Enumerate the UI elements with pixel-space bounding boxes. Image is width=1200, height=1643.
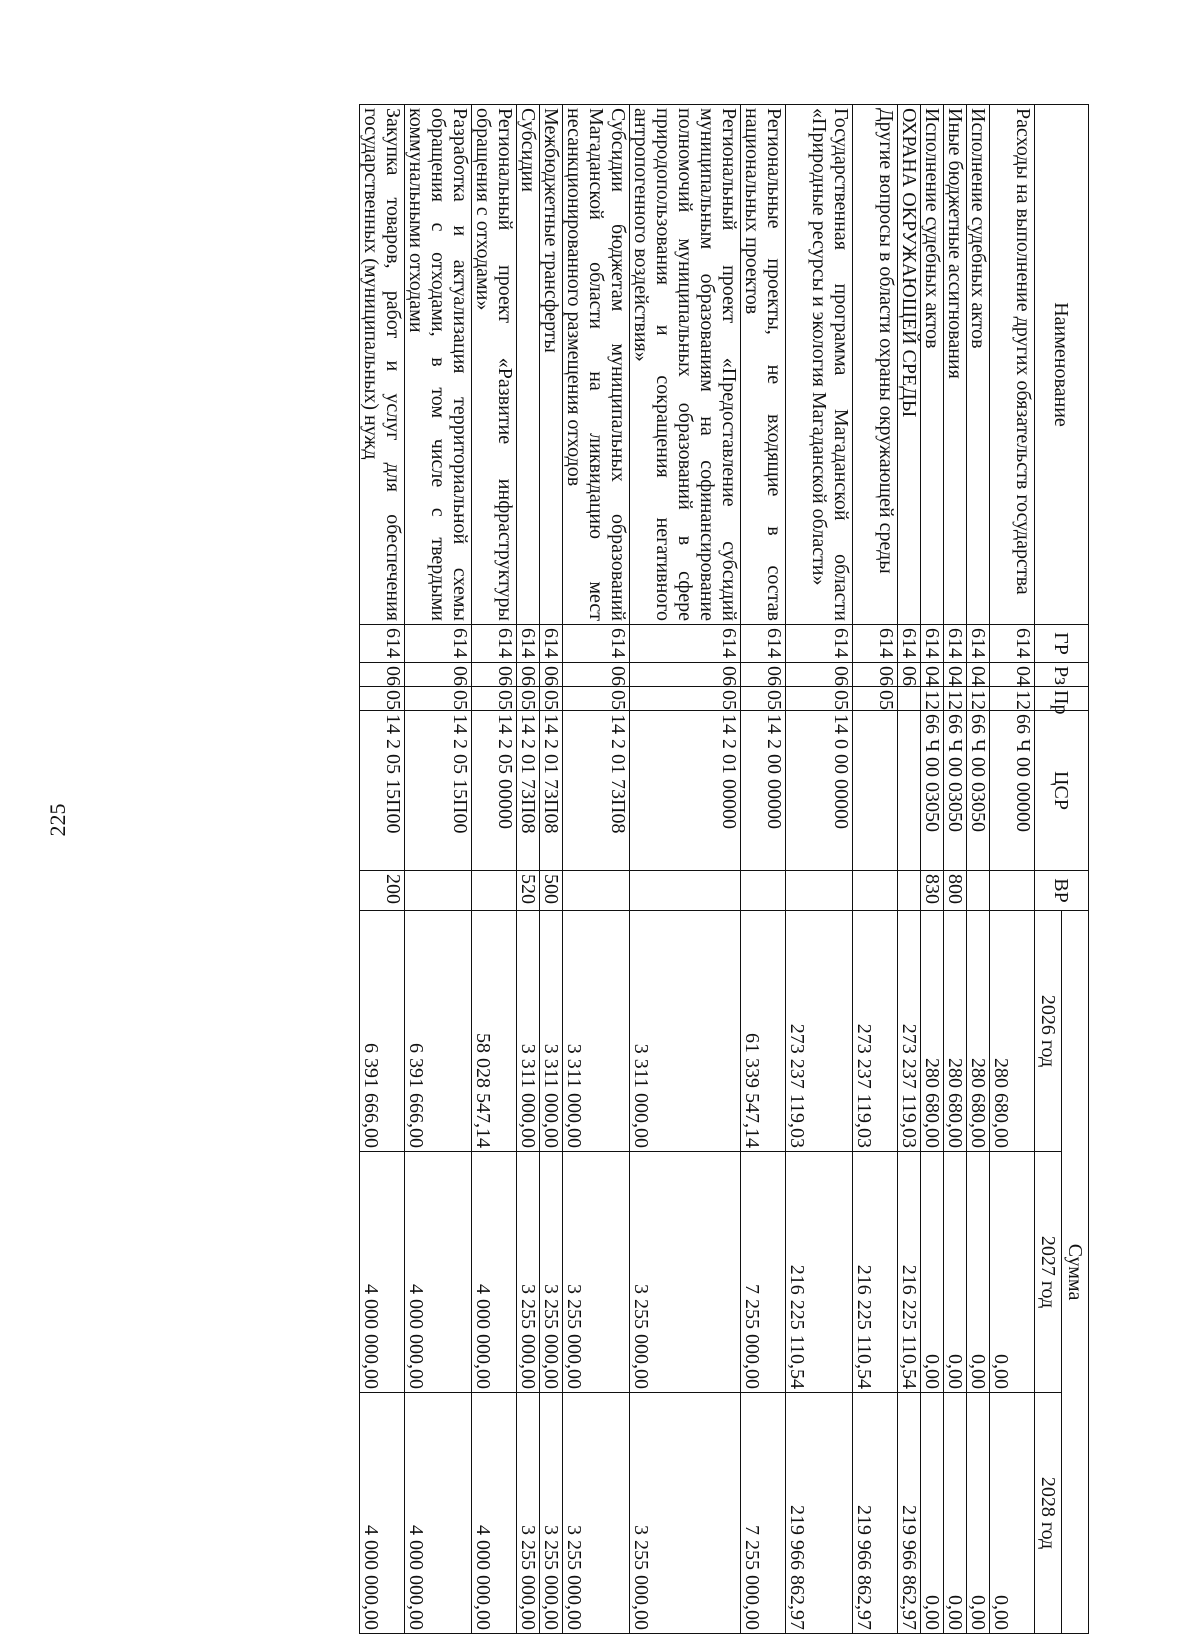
table-row <box>921 105 944 1634</box>
row-amount-2026: 6 391 666,00 <box>360 911 405 1152</box>
row-rz: 06 <box>540 663 563 687</box>
row-name: Расходы на выполнение других обязательств государства <box>990 105 1035 625</box>
row-name: Исполнение судебных актов <box>921 105 944 625</box>
row-vr: 500 <box>540 871 563 911</box>
row-gr: 614 <box>517 625 540 663</box>
row-amount-2026: 273 237 119,03 <box>853 911 898 1152</box>
header-sum: Сумма <box>1062 911 1089 1634</box>
table-row <box>853 105 898 1634</box>
row-amount-2028: 0,00 <box>990 1393 1035 1634</box>
row-amount-2028: 3 255 000,00 <box>517 1393 540 1634</box>
row-vr <box>563 871 630 911</box>
row-vr <box>741 871 786 911</box>
row-vr <box>853 871 898 911</box>
table-row <box>630 105 741 1634</box>
row-amount-2028: 4 000 000,00 <box>405 1393 472 1634</box>
row-vr <box>990 871 1035 911</box>
table-row <box>967 105 990 1634</box>
row-gr: 614 <box>967 625 990 663</box>
row-amount-2027: 0,00 <box>990 1152 1035 1393</box>
row-pr: 05 <box>563 687 630 711</box>
row-vr: 830 <box>921 871 944 911</box>
row-vr: 200 <box>360 871 405 911</box>
row-rz: 06 <box>360 663 405 687</box>
row-csr: 14 0 00 00000 <box>786 711 853 871</box>
table-row <box>944 105 967 1634</box>
row-amount-2027: 3 255 000,00 <box>630 1152 741 1393</box>
row-pr: 05 <box>540 687 563 711</box>
row-name: Исполнение судебных актов <box>967 105 990 625</box>
row-rz: 06 <box>741 663 786 687</box>
row-rz: 06 <box>517 663 540 687</box>
row-amount-2028: 3 255 000,00 <box>563 1393 630 1634</box>
row-pr: 12 <box>967 687 990 711</box>
row-rz: 04 <box>921 663 944 687</box>
row-vr: 520 <box>517 871 540 911</box>
row-amount-2028: 219 966 862,97 <box>786 1393 853 1634</box>
row-csr: 14 2 05 00000 <box>472 711 517 871</box>
row-amount-2026: 280 680,00 <box>967 911 990 1152</box>
row-amount-2027: 216 225 110,54 <box>786 1152 853 1393</box>
header-name: Наименование <box>1035 105 1089 625</box>
row-amount-2026: 3 311 000,00 <box>563 911 630 1152</box>
row-gr: 614 <box>563 625 630 663</box>
row-rz: 06 <box>563 663 630 687</box>
header-vr: ВР <box>1035 871 1089 911</box>
row-amount-2027: 216 225 110,54 <box>898 1152 921 1393</box>
row-vr <box>967 871 990 911</box>
row-name: Субсидии <box>517 105 540 625</box>
row-rz: 06 <box>405 663 472 687</box>
row-name: Межбюджетные трансферты <box>540 105 563 625</box>
row-amount-2027: 4 000 000,00 <box>472 1152 517 1393</box>
row-amount-2027: 3 255 000,00 <box>517 1152 540 1393</box>
row-csr <box>853 711 898 871</box>
row-name: Разработка и актуализация территориальной схемы обращения с отходами, в том числе с твердыми коммунальными отходами <box>405 105 472 625</box>
row-name: Государственная программа Магаданской области «Природные ресурсы и экология Магаданской области» <box>786 105 853 625</box>
header-year-2028: 2028 год <box>1035 1393 1062 1634</box>
row-gr: 614 <box>853 625 898 663</box>
table-row <box>990 105 1035 1634</box>
row-name: Региональный проект «Предоставление субсидий муниципальным образованиям на софинансирование полномочий муниципальных образований в сфере природопользования и сокращения негативного антропогенного воздействия» <box>630 105 741 625</box>
row-amount-2027: 4 000 000,00 <box>360 1152 405 1393</box>
row-amount-2027: 3 255 000,00 <box>540 1152 563 1393</box>
rotated-page-content <box>163 104 1089 1633</box>
row-pr: 05 <box>630 687 741 711</box>
row-pr: 12 <box>944 687 967 711</box>
row-amount-2028: 4 000 000,00 <box>360 1393 405 1634</box>
row-pr: 05 <box>853 687 898 711</box>
row-rz: 06 <box>630 663 741 687</box>
row-csr: 14 2 01 73П08 <box>540 711 563 871</box>
row-pr: 05 <box>472 687 517 711</box>
row-pr: 05 <box>786 687 853 711</box>
row-name: Региональный проект «Развитие инфраструктуры обращения с отходами» <box>472 105 517 625</box>
row-gr: 614 <box>360 625 405 663</box>
row-gr: 614 <box>540 625 563 663</box>
row-gr: 614 <box>786 625 853 663</box>
row-vr <box>786 871 853 911</box>
table-row <box>472 105 517 1634</box>
row-name: Закупка товаров, работ и услуг для обеспечения государственных (муниципальных) нужд <box>360 105 405 625</box>
table-row <box>540 105 563 1634</box>
table-row <box>405 105 472 1634</box>
row-amount-2028: 0,00 <box>967 1393 990 1634</box>
row-pr: 05 <box>360 687 405 711</box>
row-amount-2027: 4 000 000,00 <box>405 1152 472 1393</box>
row-rz: 04 <box>990 663 1035 687</box>
row-csr: 66 Ч 00 03050 <box>944 711 967 871</box>
header-gr: ГР <box>1035 625 1089 663</box>
row-amount-2026: 3 311 000,00 <box>517 911 540 1152</box>
row-gr: 614 <box>921 625 944 663</box>
header-rz: Рз <box>1035 663 1089 687</box>
row-amount-2026: 6 391 666,00 <box>405 911 472 1152</box>
row-vr: 800 <box>944 871 967 911</box>
row-rz: 06 <box>472 663 517 687</box>
row-amount-2027: 0,00 <box>921 1152 944 1393</box>
row-amount-2026: 61 339 547,14 <box>741 911 786 1152</box>
header-year-2026: 2026 год <box>1035 911 1062 1152</box>
row-vr <box>472 871 517 911</box>
header-year-2027: 2027 год <box>1035 1152 1062 1393</box>
row-csr: 14 2 01 73П08 <box>517 711 540 871</box>
row-pr: 05 <box>741 687 786 711</box>
table-row <box>741 105 786 1634</box>
row-amount-2027: 0,00 <box>944 1152 967 1393</box>
page-number: 225 <box>45 803 70 837</box>
row-name: ОХРАНА ОКРУЖАЮЩЕЙ СРЕДЫ <box>898 105 921 625</box>
row-csr: 66 Ч 00 00000 <box>990 711 1035 871</box>
table-row <box>360 105 405 1634</box>
row-amount-2027: 3 255 000,00 <box>563 1152 630 1393</box>
row-name: Иные бюджетные ассигнования <box>944 105 967 625</box>
row-name: Субсидии бюджетам муниципальных образований Магаданской области на ликвидацию мест несанкционированного размещения отходов <box>563 105 630 625</box>
row-csr: 14 2 05 15П00 <box>360 711 405 871</box>
row-amount-2027: 216 225 110,54 <box>853 1152 898 1393</box>
row-amount-2026: 3 311 000,00 <box>540 911 563 1152</box>
row-csr: 66 Ч 00 03050 <box>967 711 990 871</box>
row-amount-2026: 280 680,00 <box>921 911 944 1152</box>
row-csr: 14 2 01 00000 <box>630 711 741 871</box>
table-row <box>786 105 853 1634</box>
row-pr: 12 <box>921 687 944 711</box>
row-amount-2028: 0,00 <box>944 1393 967 1634</box>
row-amount-2028: 0,00 <box>921 1393 944 1634</box>
table-row <box>517 105 540 1634</box>
row-amount-2026: 3 311 000,00 <box>630 911 741 1152</box>
row-name: Другие вопросы в области охраны окружающей среды <box>853 105 898 625</box>
row-gr: 614 <box>898 625 921 663</box>
header-pr: Пр <box>1035 687 1089 711</box>
row-amount-2026: 280 680,00 <box>990 911 1035 1152</box>
row-rz: 06 <box>898 663 921 687</box>
row-rz: 06 <box>786 663 853 687</box>
row-vr <box>630 871 741 911</box>
table-row <box>563 105 630 1634</box>
table-row <box>898 105 921 1634</box>
row-csr: 14 2 05 15П00 <box>405 711 472 871</box>
row-amount-2028: 219 966 862,97 <box>853 1393 898 1634</box>
row-amount-2027: 7 255 000,00 <box>741 1152 786 1393</box>
row-rz: 04 <box>944 663 967 687</box>
row-rz: 04 <box>967 663 990 687</box>
row-pr: 05 <box>517 687 540 711</box>
header-csr: ЦСР <box>1035 711 1089 871</box>
row-gr: 614 <box>472 625 517 663</box>
row-vr <box>405 871 472 911</box>
row-pr: 05 <box>405 687 472 711</box>
row-gr: 614 <box>405 625 472 663</box>
row-amount-2026: 273 237 119,03 <box>786 911 853 1152</box>
row-pr <box>898 687 921 711</box>
row-csr: 66 Ч 00 03050 <box>921 711 944 871</box>
table-header <box>1035 105 1089 1634</box>
row-rz: 06 <box>853 663 898 687</box>
row-gr: 614 <box>630 625 741 663</box>
row-vr <box>898 871 921 911</box>
budget-table <box>359 104 1089 1634</box>
row-gr: 614 <box>741 625 786 663</box>
row-csr: 14 2 00 00000 <box>741 711 786 871</box>
row-csr <box>898 711 921 871</box>
row-amount-2028: 7 255 000,00 <box>741 1393 786 1634</box>
table-body <box>360 105 1035 1634</box>
row-amount-2028: 3 255 000,00 <box>540 1393 563 1634</box>
row-csr: 14 2 01 73П08 <box>563 711 630 871</box>
row-amount-2026: 280 680,00 <box>944 911 967 1152</box>
row-pr: 12 <box>990 687 1035 711</box>
row-amount-2027: 0,00 <box>967 1152 990 1393</box>
row-name: Региональные проекты, не входящие в состав национальных проектов <box>741 105 786 625</box>
row-gr: 614 <box>990 625 1035 663</box>
row-amount-2028: 4 000 000,00 <box>472 1393 517 1634</box>
row-amount-2028: 219 966 862,97 <box>898 1393 921 1634</box>
row-amount-2028: 3 255 000,00 <box>630 1393 741 1634</box>
row-amount-2026: 58 028 547,14 <box>472 911 517 1152</box>
row-gr: 614 <box>944 625 967 663</box>
row-amount-2026: 273 237 119,03 <box>898 911 921 1152</box>
